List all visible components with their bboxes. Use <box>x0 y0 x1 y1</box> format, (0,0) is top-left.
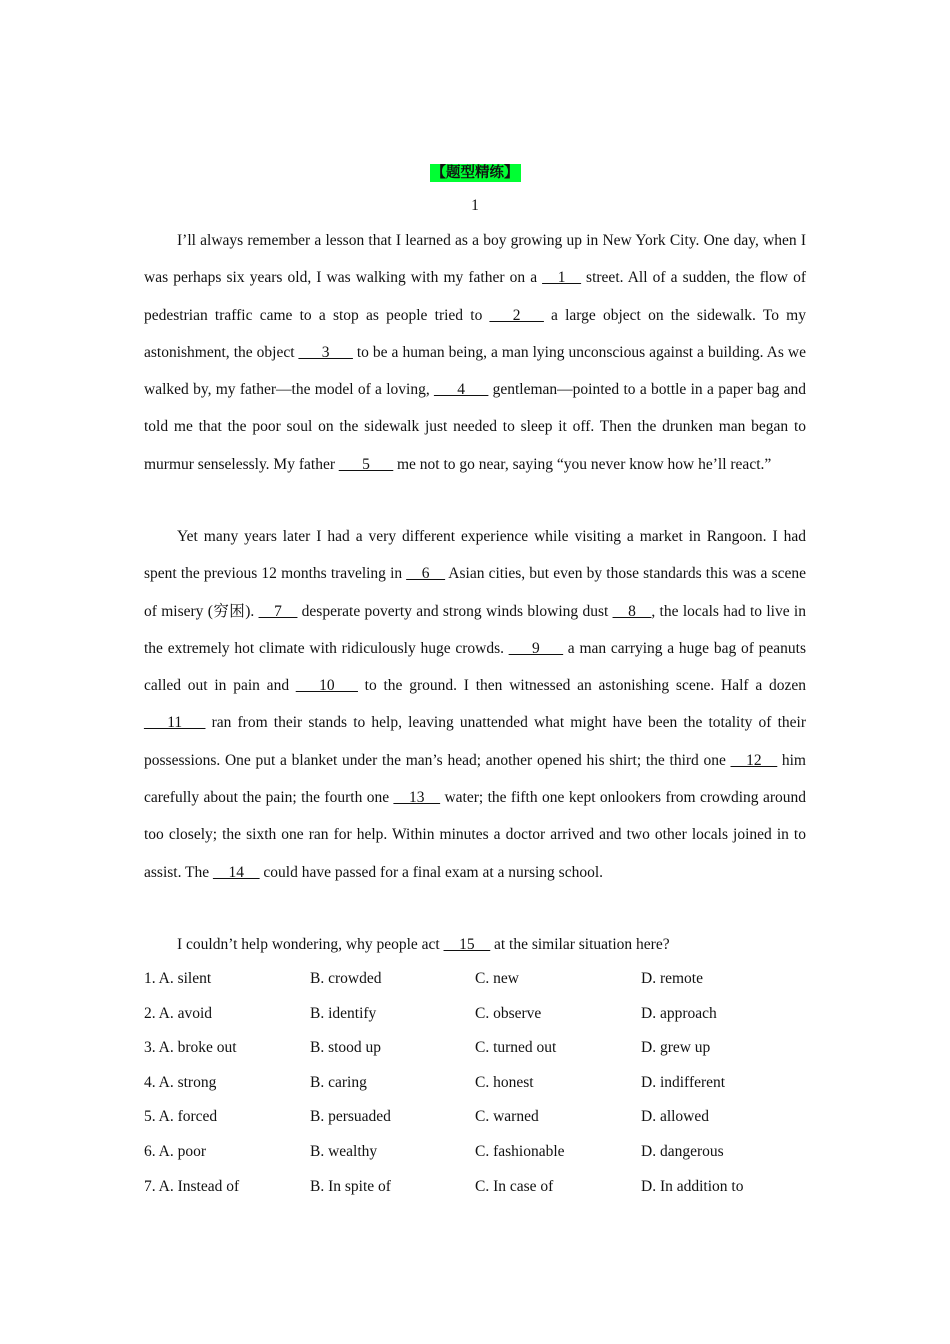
blank-6: __6__ <box>406 565 446 583</box>
option-b: B. crowded <box>310 970 382 987</box>
option-a: 7. A. Instead of <box>144 1177 240 1195</box>
option-d: D. dangerous <box>641 1142 724 1160</box>
option-d: D. grew up <box>641 1039 711 1057</box>
option-row-7 <box>144 1170 806 1205</box>
option-b: B. In spite of <box>310 1177 391 1195</box>
option-row-2 <box>144 997 806 1032</box>
text: to be a human being, a man lying unconscious against a building. As we walked by, my father—the model of a loving, <box>144 343 806 399</box>
blank-9: ___9___ <box>508 639 564 657</box>
option-a: 2. A. avoid <box>144 1004 213 1022</box>
option-a: 3. A. broke out <box>144 1039 237 1057</box>
blank-15: __15__ <box>443 936 491 953</box>
option-d: D. In addition to <box>641 1177 744 1195</box>
option-row-6 <box>144 1135 806 1170</box>
option-d: D. remote <box>641 970 703 987</box>
option-d: D. approach <box>641 1004 717 1022</box>
blank-1: __1__ <box>542 269 581 287</box>
blank-11: ___11___ <box>144 714 206 732</box>
text: I’ll always remember a lesson that I learned as a boy growing up in New York City. One day, when I was perhaps six years old, I was walking with my father on a <box>144 232 806 287</box>
blank-8: __8__ <box>612 602 652 620</box>
blank-13: __13__ <box>393 789 441 807</box>
option-b: B. caring <box>310 1073 367 1091</box>
blank-12: __12__ <box>730 751 778 769</box>
blank-2: ___2___ <box>489 306 544 324</box>
text: to the ground. I then witnessed an astonishing scene. Half a dozen <box>357 677 806 695</box>
option-b: B. persuaded <box>310 1108 391 1126</box>
text: ran from their stands to help, leaving unattended what might have been the totality of their possessions. One put a blanket under the man’s head; another opened his shirt; the third one <box>144 714 806 769</box>
text: could have passed for a final exam at a nursing school. <box>259 863 604 881</box>
text: me not to go near, saying “you never know how he’ll react.” <box>393 455 772 473</box>
text: I couldn’t help wondering, why people act <box>177 936 444 953</box>
option-c: C. honest <box>475 1073 534 1091</box>
blank-10: ___10___ <box>295 677 358 695</box>
text: desperate poverty and strong winds blowing dust <box>297 602 613 620</box>
text: water; the fifth one kept onlookers from crowding around too closely; the sixth one ran for help. Within minutes a doctor arrived and two other locals joined in to assist. The <box>144 789 806 881</box>
answer-options <box>144 962 806 1204</box>
option-row-1 <box>144 962 806 997</box>
option-c: C. fashionable <box>475 1142 565 1160</box>
option-a: 6. A. poor <box>144 1142 206 1160</box>
text: at the similar situation here? <box>490 936 670 953</box>
paragraph-1 <box>144 222 806 483</box>
blank-3: ___3___ <box>298 343 353 361</box>
text: a large object on the sidewalk. To my astonishment, the object <box>144 306 806 361</box>
option-row-4 <box>144 1066 806 1101</box>
blank-7: __7__ <box>258 602 298 620</box>
option-b: B. stood up <box>310 1039 382 1057</box>
option-a: 1. A. silent <box>144 970 212 987</box>
passage-number: 1 <box>471 197 479 214</box>
option-c: C. In case of <box>475 1177 554 1195</box>
option-c: C. warned <box>475 1108 539 1126</box>
text: gentleman—pointed to a bottle in a paper bag and told me that the poor soul on the sidewalk just needed to sleep it off. Then the drunken man began to murmur senselessly. My father <box>144 381 806 473</box>
paragraph-2 <box>144 518 806 891</box>
option-row-5 <box>144 1100 806 1135</box>
option-a: 4. A. strong <box>144 1073 217 1091</box>
text: street. All of a sudden, the flow of pedestrian traffic came to a stop as people tried to <box>144 269 806 324</box>
section-title-highlight: 【题型精练】 <box>431 165 519 181</box>
option-row-3 <box>144 1031 806 1066</box>
option-c: C. turned out <box>475 1039 557 1057</box>
text: Asian cities, but even by those standards this was a scene of misery (穷困). <box>144 565 806 620</box>
blank-14: __14__ <box>213 863 260 881</box>
blank-4: ___4___ <box>434 381 489 399</box>
text: , the locals had to live in the extremely hot climate with ridiculously huge crowds. <box>144 602 806 657</box>
blank-5: ___5___ <box>338 455 394 473</box>
paragraph-3 <box>144 926 806 963</box>
option-b: B. identify <box>310 1004 377 1022</box>
option-d: D. indifferent <box>641 1073 726 1091</box>
option-d: D. allowed <box>641 1108 710 1126</box>
text: him carefully about the pain; the fourth one <box>144 751 806 807</box>
option-c: C. new <box>475 970 519 987</box>
text: Yet many years later I had a very different experience while visiting a market in Rangoon. I had spent the previous 12 months traveling in <box>144 528 806 583</box>
option-c: C. observe <box>475 1004 542 1022</box>
text: a man carrying a huge bag of peanuts called out in pain and <box>144 639 806 695</box>
option-b: B. wealthy <box>310 1142 378 1160</box>
option-a: 5. A. forced <box>144 1108 218 1126</box>
section-title <box>144 161 806 182</box>
